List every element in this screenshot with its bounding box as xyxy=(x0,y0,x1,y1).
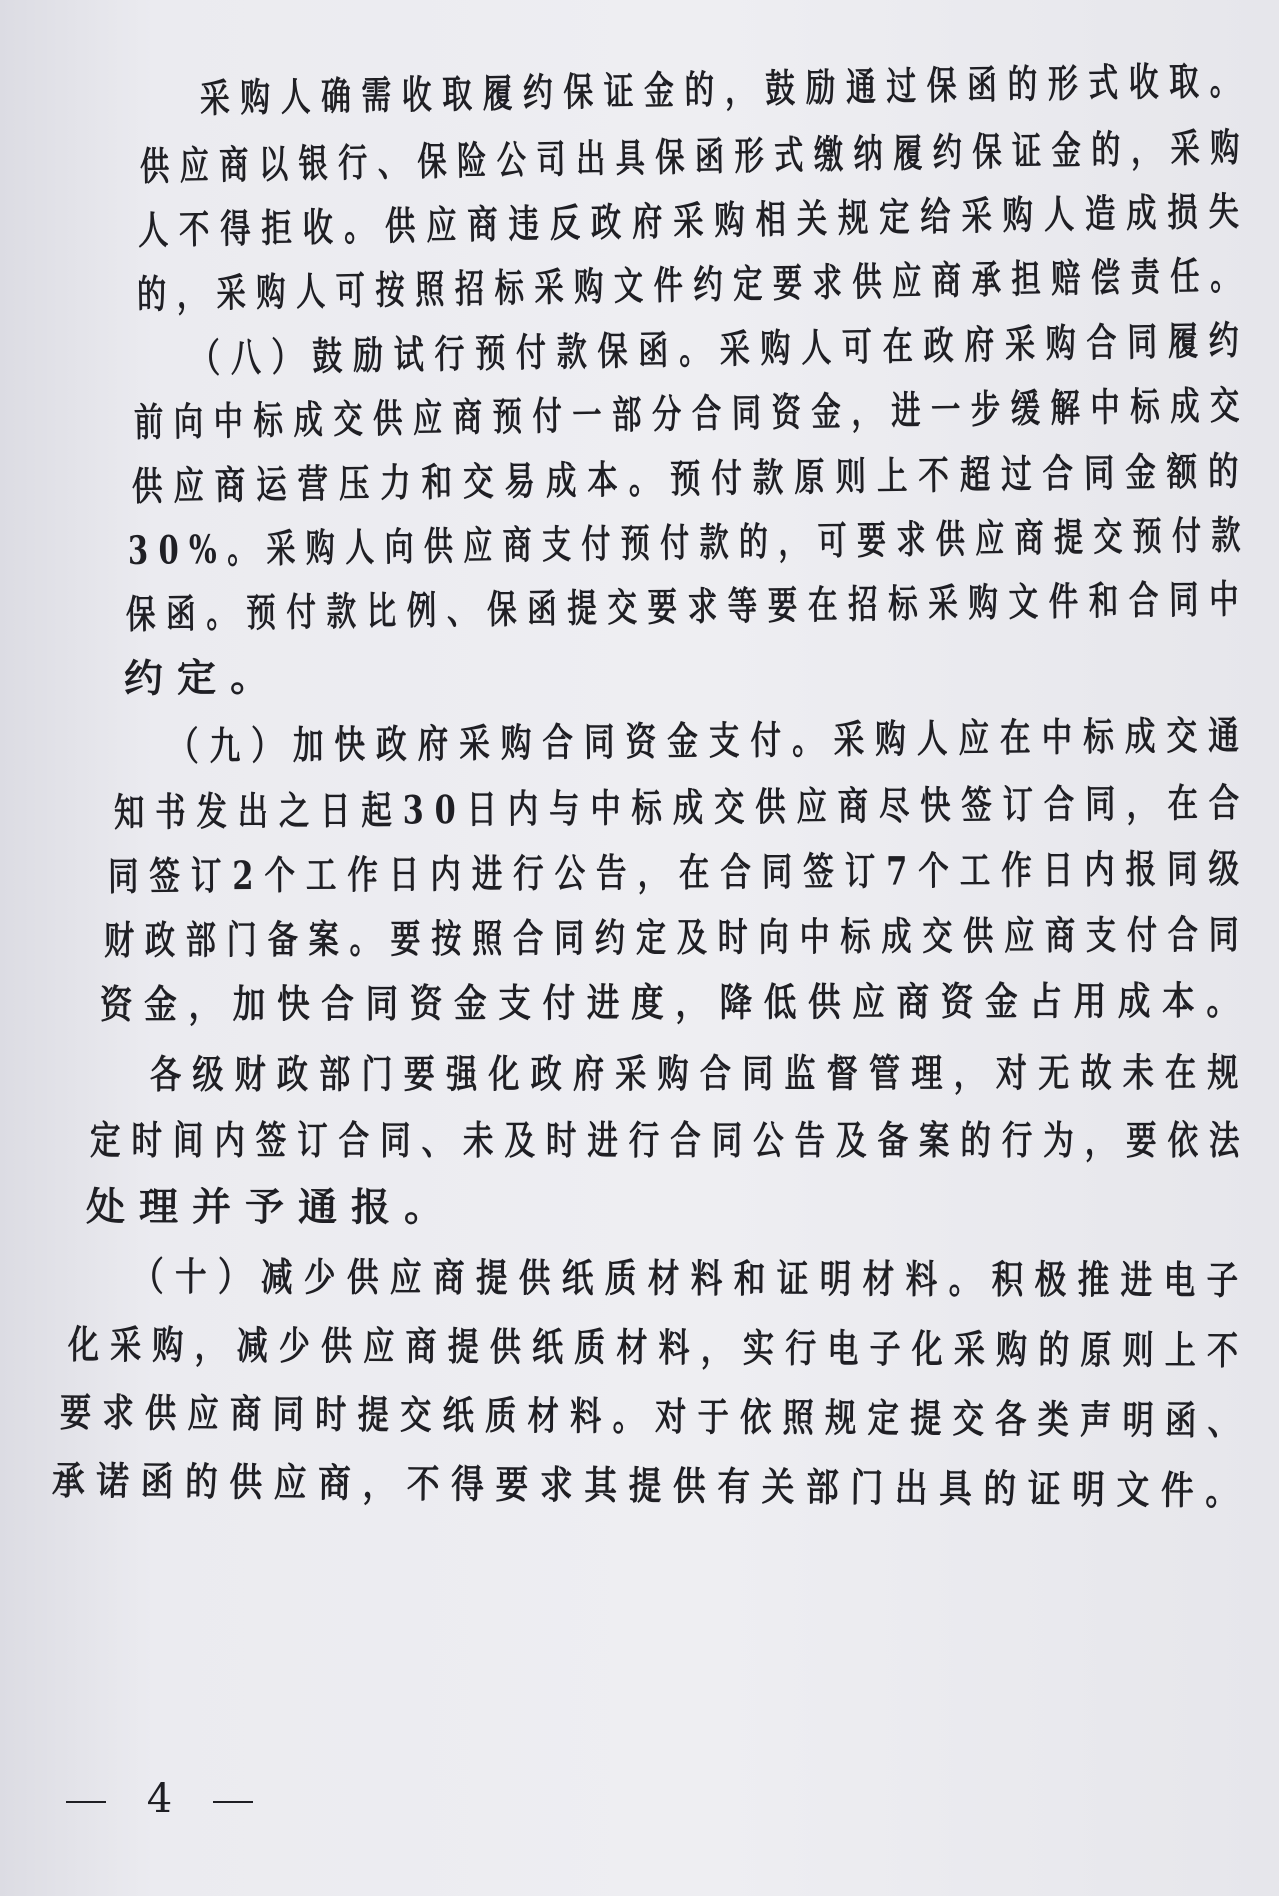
text-line-15: 资金，加快合同资金支付进度，降低供应商资金占用成本。 xyxy=(99,977,1251,1028)
text-line-14: 财政部门备案。要按照合同约定及时向中标成交供应商支付合同 xyxy=(103,912,1250,964)
text-line-5: （八）鼓励试行预付款保函。采购人可在政府采购合同履约 xyxy=(189,317,1250,382)
page-number: 4 xyxy=(146,1776,173,1822)
text-line-9: 保函。预付款比例、保函提交要求等要在招标采购文件和合同中 xyxy=(125,576,1250,638)
text-line-19: （十）减少供应商提供纸质材料和证明材料。积极推进电子 xyxy=(131,1254,1250,1304)
text-line-13: 同签订2个工作日内进行公告，在合同签订7个工作日内报同级 xyxy=(107,846,1251,900)
text-line-17: 定时间内签订合同、未及时进行合同公告及备案的行为，要依法 xyxy=(90,1118,1251,1164)
text-line-1: 采购人确需收取履约保证金的，鼓励通过保函的形式收取。 xyxy=(199,57,1251,122)
text-line-4: 的，采购人可按照招标采购文件约定要求供应商承担赔偿责任。 xyxy=(136,252,1251,318)
footer-dash-right xyxy=(213,1801,253,1803)
text-line-8: 30%。采购人向供应商支付预付款的，可要求供应商提交预付款 xyxy=(127,512,1252,574)
text-line-11: （九）加快政府采购合同资金支付。采购人应在中标成交通 xyxy=(167,712,1250,770)
text-line-2: 供应商以银行、保险公司出具保函形式缴纳履约保证金的，采购 xyxy=(139,124,1251,190)
text-line-10: 约定。 xyxy=(123,654,284,702)
page-footer xyxy=(66,1776,253,1822)
text-line-12: 知书发出之日起30日内与中标成交供应商尽快签订合同，在合 xyxy=(113,780,1251,836)
text-line-16: 各级财政部门要强化政府采购合同监督管理，对无故未在规 xyxy=(149,1050,1250,1098)
text-line-20: 化采购，减少供应商提供纸质材料，实行电子化采购的原则上不 xyxy=(67,1322,1250,1375)
text-line-3: 人不得拒收。供应商违反政府采购相关规定给采购人造成损失 xyxy=(137,188,1251,254)
text-line-21: 要求供应商同时提交纸质材料。对于依照规定提交各类声明函、 xyxy=(59,1390,1251,1445)
footer-dash-left xyxy=(66,1801,106,1803)
text-line-6: 前向中标成交供应商预付一部分合同资金，进一步缓解中标成交 xyxy=(133,382,1251,446)
text-line-22: 承诺函的供应商，不得要求其提供有关部门出具的证明文件。 xyxy=(51,1458,1250,1515)
text-line-7: 供应商运营压力和交易成本。预付款原则上不超过合同金额的 xyxy=(131,448,1250,510)
text-line-18: 处理并予通报。 xyxy=(85,1184,458,1231)
